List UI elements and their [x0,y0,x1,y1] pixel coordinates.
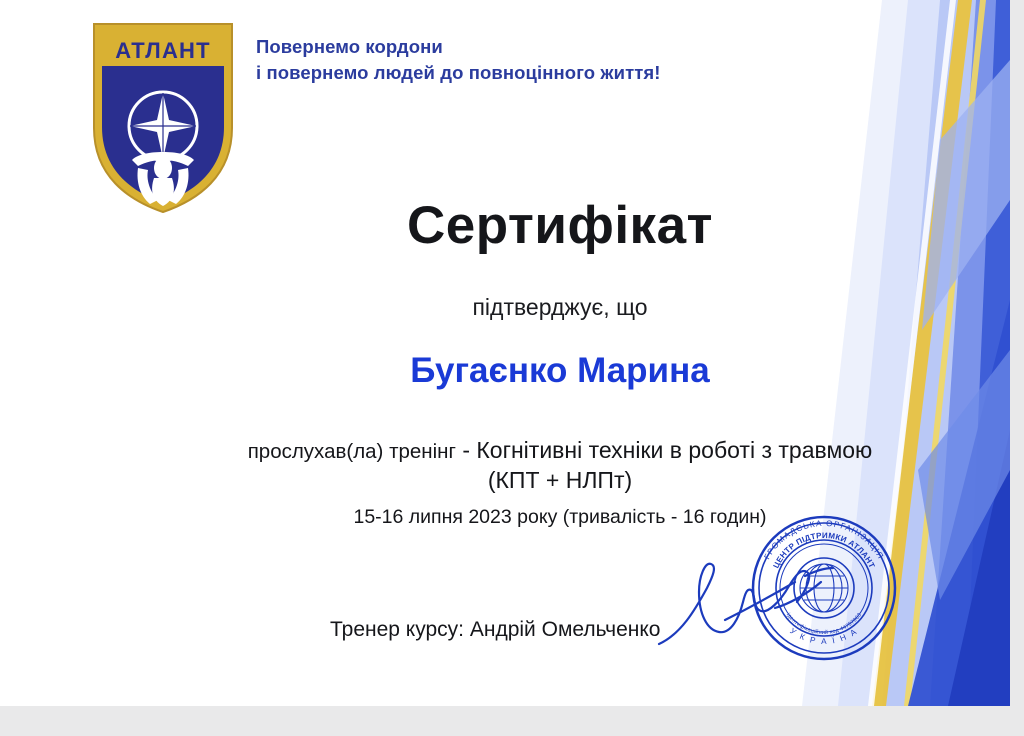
course-title-line2: (КПТ + НЛПт) [487,467,633,494]
stamp-outer-top: ГРОМАДСЬКА ОРГАНІЗАЦІЯ [762,518,886,561]
organization-logo [88,18,238,218]
slogan-line-1: Повернемо кордони [256,36,443,57]
stamp-outer-bottom: У К Р А Ї Н А [788,626,860,647]
confirms-text: підтверджує, що [472,294,648,320]
slogan-block [256,34,816,87]
trainer-line [330,618,660,642]
logo-wordmark: АТЛАНТ [115,38,211,63]
course-date-duration: 15-16 липня 2023 року (тривалість - 16 годин) [353,506,767,529]
organization-stamp [748,512,900,664]
trainer-label: Тренер курсу: [330,618,464,641]
course-lead-text: прослухав(ла) тренінг [247,440,456,463]
course-line [180,435,940,465]
slogan-line-2: і повернемо людей до повноцінного життя! [256,62,661,84]
certificate-title: Сертифікат [406,196,714,255]
course-title-text: - Когнітивні техніки в роботі з травмою [455,437,873,463]
stamp-inner-bottom: ідентифікаційний код 44797063 [784,612,864,637]
trainer-name: Андрій Омельченко [469,618,661,641]
atlant-shield-icon [88,18,238,218]
recipient-name: Бугаєнко Марина [410,351,710,390]
certificate-body [180,195,940,529]
stamp-inner-top: ЦЕНТР ПІДТРИМКИ АТЛАНТ [771,530,877,570]
stamp-icon [748,512,900,664]
